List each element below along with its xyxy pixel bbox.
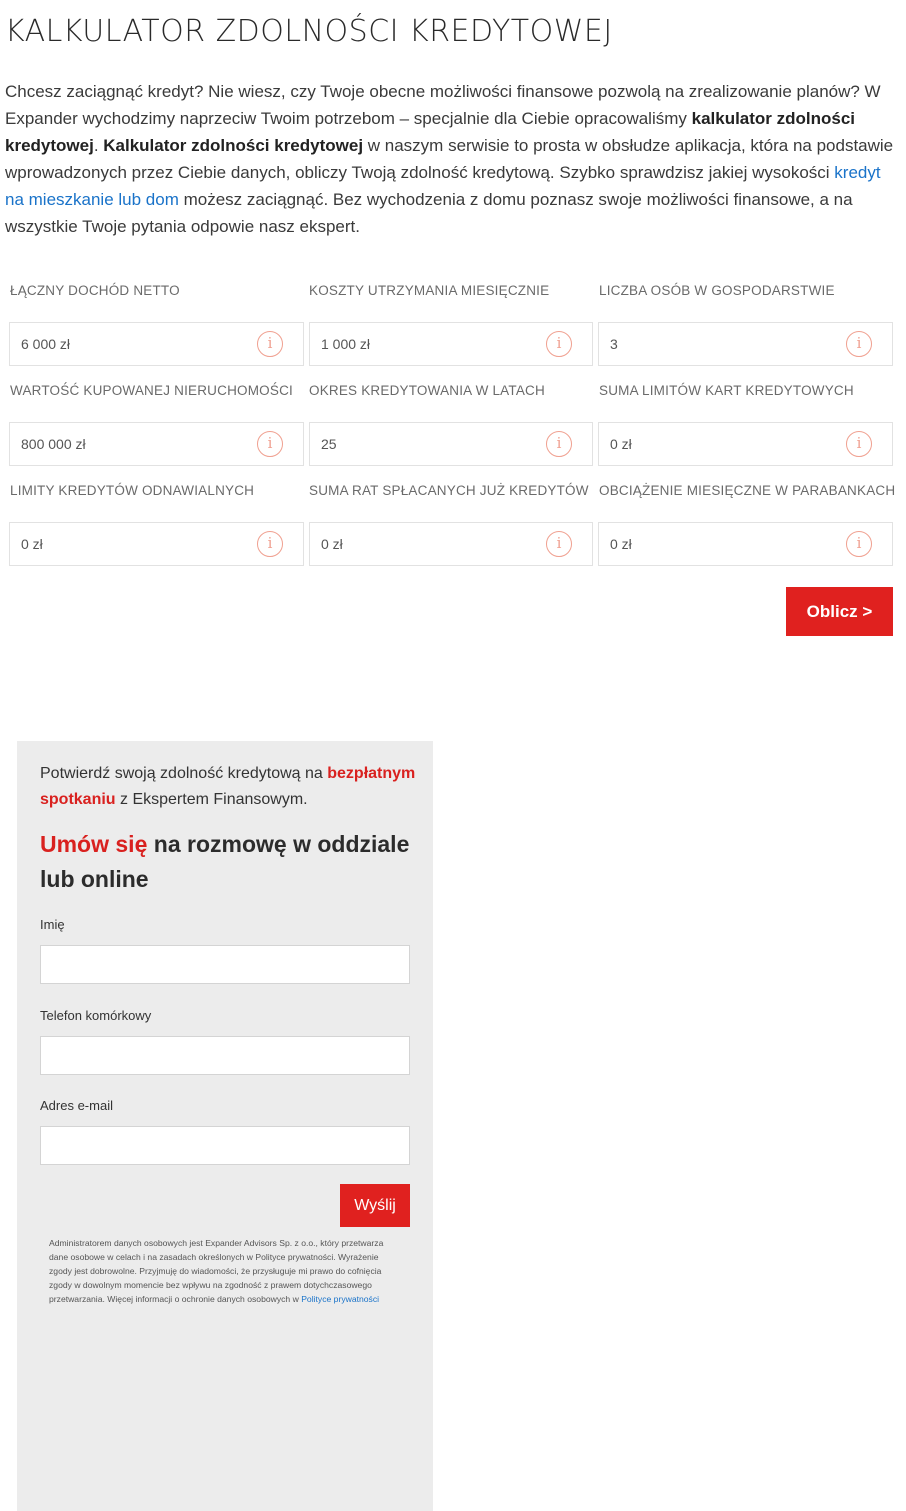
label-existing-installments: SUMA RAT SPŁACANYCH JUŻ KREDYTÓW [309,483,589,498]
value-revolving-limits: 0 zł [21,536,43,552]
page-title: KALKULATOR ZDOLNOŚCI KREDYTOWEJ [5,14,613,49]
info-icon[interactable]: i [546,331,572,357]
panel-intro: Potwierdź swoją zdolność kredytową na bezpłatnym spotkaniu z Ekspertem Finansowym. [40,765,416,808]
label-parabank-load: OBCIĄŻENIE MIESIĘCZNE W PARABANKACH [599,483,896,498]
intro-paragraph: Chcesz zaciągnąć kredyt? Nie wiesz, czy Twoje obecne możliwości finansowe pozwolą na zrealizowanie planów? W Expander wychodzimy naprzeciw Twoim potrzebom – specjalnie dla Ciebie opracowaliśmy kalkulator zdolności kredytowej. Kalkulator zdolności kredytowej w naszym serwisie to prosta w obsłudze aplikacja, która na podstawie wprowadzonych przez Ciebie danych, obliczy Twoją zdolność kredytową. Szybko sprawdzisz jakiej wysokości kredyt na mieszkanie lub dom możesz zaciągnąć. Bez wychodzenia z domu poznasz swoje możliwości finansowe, a na wszystkie Twoje pytania odpowie nasz ekspert. [5,82,894,236]
value-loan-period: 25 [321,436,337,452]
calculate-button[interactable]: Oblicz > [786,587,893,636]
label-household-size: LICZBA OSÓB W GOSPODARSTWIE [599,283,835,298]
send-button[interactable]: Wyślij [340,1184,410,1227]
input-card-limits[interactable] [598,422,893,466]
input-loan-period[interactable] [309,422,593,466]
info-icon[interactable]: i [257,431,283,457]
label-card-limits: SUMA LIMITÓW KART KREDYTOWYCH [599,383,854,398]
intro-bold-1: kalkulator zdolności kredytowej [5,109,856,155]
free-meeting-highlight: bezpłatnym spotkaniu [40,765,416,808]
privacy-notice: Administratorem danych osobowych jest Expander Advisors Sp. z o.o., który przetwarza dane osobowe w celach i na zasadach określonych w Polityce prywatności. Wyrażenie zgody jest dobrowolne. Przyjmuję do wiadomości, że przysługuje mi prawo do cofnięcia zgody w dowolnym momencie bez wpływu na zgodność z prawem dotychczasowego przetwarzania. Więcej informacji o ochronie danych osobowych w Polityce prywatności [49,1238,384,1304]
value-property-value: 800 000 zł [21,436,86,452]
email-input[interactable] [40,1126,410,1165]
input-existing-installments[interactable] [309,522,593,566]
input-revolving-limits[interactable] [9,522,304,566]
privacy-policy-link[interactable]: Polityce prywatności [301,1294,380,1304]
info-icon[interactable]: i [846,431,872,457]
email-label: Adres e-mail [40,1098,113,1113]
label-property-value: WARTOŚĆ KUPOWANEJ NIERUCHOMOŚCI [10,383,293,398]
info-icon[interactable]: i [546,531,572,557]
input-net-income[interactable] [9,322,304,366]
meeting-panel [17,741,433,1511]
mortgage-link[interactable]: kredyt na mieszkanie lub dom [5,163,881,209]
name-input[interactable] [40,945,410,984]
info-icon[interactable]: i [846,331,872,357]
value-existing-installments: 0 zł [321,536,343,552]
label-revolving-limits: LIMITY KREDYTÓW ODNAWIALNYCH [10,483,255,498]
value-living-costs: 1 000 zł [321,336,371,352]
info-icon[interactable]: i [257,531,283,557]
panel-heading: Umów się na rozmowę w oddziale lub online [40,831,410,892]
input-parabank-load[interactable] [598,522,893,566]
phone-label: Telefon komórkowy [40,1008,152,1023]
phone-input[interactable] [40,1036,410,1075]
name-label: Imię [40,917,65,932]
intro-bold-2: Kalkulator zdolności kredytowej [103,136,364,155]
value-household-size: 3 [610,336,618,352]
value-net-income: 6 000 zł [21,336,71,352]
input-property-value[interactable] [9,422,304,466]
label-net-income: ŁĄCZNY DOCHÓD NETTO [10,283,180,298]
label-loan-period: OKRES KREDYTOWANIA W LATACH [309,383,545,398]
input-household-size[interactable] [598,322,893,366]
info-icon[interactable]: i [846,531,872,557]
input-living-costs[interactable] [309,322,593,366]
value-parabank-load: 0 zł [610,536,632,552]
info-icon[interactable]: i [257,331,283,357]
info-icon[interactable]: i [546,431,572,457]
value-card-limits: 0 zł [610,436,632,452]
label-living-costs: KOSZTY UTRZYMANIA MIESIĘCZNIE [309,283,550,298]
